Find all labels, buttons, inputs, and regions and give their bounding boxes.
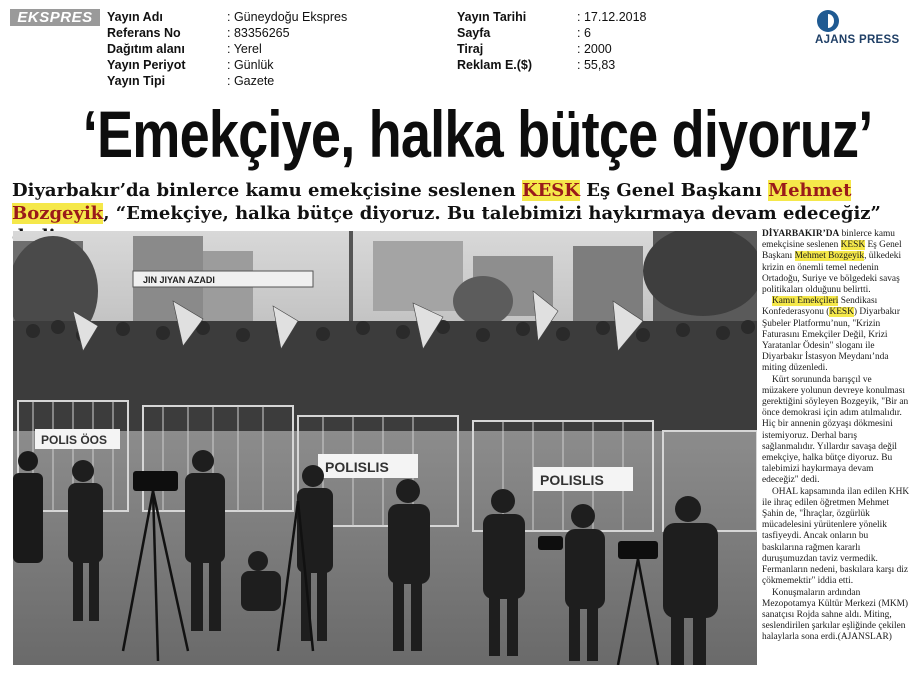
highlight-name: Mehmet Bozgeyik [794,251,865,262]
meta-label: Yayın Tarihi [457,10,527,24]
meta-row [107,73,347,89]
meta-row [457,57,647,73]
meta-value: : Yerel [227,42,262,56]
meta-label: Yayın Adı [107,10,163,24]
paragraph [762,229,910,296]
meta-value: : 55,83 [577,58,616,72]
text: binlerce kamu emekçisine seslenen [762,229,895,251]
text: , ülkedeki krizin en önemli temel nedenin Ortadoğu, Suriye ve bölgedeki savaş politikaları olduğunu belirtti. [762,251,902,296]
paragraph [762,296,910,374]
agency-name: AJANS PRESS [815,34,900,46]
globe-icon [817,10,839,32]
meta-value: : 17.12.2018 [577,10,647,24]
meta-left [107,9,347,89]
meta-label: Yayın Periyot [107,58,186,72]
highlight-kesk: KESK [840,240,866,251]
highlight-union: Kamu Emekçileri [772,296,839,307]
paragraph: Kürt sorununda barışçıl ve müzakere yolunun devreye konulması gerektiğini söyleyen Bozgeyik, "Bir an önce demokrasi için adım atılmalıdır. Hiç bir annenin gözyaşı dökmesini istemiyoruz. Derhal barış sağlanmalıdır. Yıllardır savaşa değil emekçiye, halka bütçe diyoruz. Bu talebimizi haykırmaya devam edeceğiz" dedi. [762,374,909,486]
police-sign-1: POLIS ÖOS [41,433,108,447]
highlight-name: Mehmet Bozgeyik [12,180,852,224]
news-photo [13,231,757,665]
police-sign-3: POLISLIS [540,472,604,488]
agency-logo [815,10,910,50]
meta-label: Tiraj [457,42,484,56]
meta-row [107,41,347,57]
banner-text: JIN JIYAN AZADI [143,275,215,285]
meta-row [107,9,347,25]
text: Sendikası Konfederasyonu ( [762,296,878,318]
meta-row [457,41,647,57]
meta-value: : 6 [577,26,591,40]
meta-label: Referans No [107,26,181,40]
meta-row [107,57,347,73]
subhead-text: , “Emekçiye, halka bütçe diyoruz. Bu talebimizi haykırmaya devam edeceğiz” [103,203,881,224]
paragraph: OHAL kapsamında ilan edilen KHK ile ihraç edilen öğretmen Mehmet Şahin de, "İhraçlar, özgürlük mücadelesini yürütenlere yönelik tasfiyeydi. Ancak onların bu baskılarına rağmen kararlı duruşumuzdan taviz vermedik. Fermanların nedeni, baskılara karşı diz çökmemektir" iddia etti. [762,486,910,587]
highlight-kesk: KESK [829,307,854,318]
dateline: DİYARBAKIR’DA [762,229,840,239]
text: Eş Genel Başkanı [762,240,902,262]
paragraph: Konuşmaların ardından Mezopotamya Kültür Merkezi (MKM) sanatçısı Rojda sahne aldı. Miting, seslendirilen şarkılar eşliğinde çekilen halaylarla sona erdi.(AJANSLAR) [762,587,909,643]
headline: ‘Emekçiye, halka bütçe diyoruz’ [82,97,873,171]
meta-row [457,25,647,41]
meta-label: Yayın Tipi [107,74,166,88]
highlight-kesk: KESK [521,180,580,201]
meta-label: Reklam E.($) [457,58,533,72]
publication-logo: EKSPRES [10,9,100,26]
meta-value: : 83356265 [227,26,290,40]
article-body [762,229,910,644]
rally-photo-illustration [13,231,757,665]
subhead-text: Diyarbakır’da binlerce kamu emekçisine seslenen [12,180,522,201]
meta-value: : 2000 [577,42,612,56]
police-sign-2: POLISLIS [325,459,389,475]
meta-value: : Güneydoğu Ekspres [227,10,348,24]
subhead-text: Eş Genel Başkanı [579,180,769,201]
meta-value: : Gazete [227,74,275,88]
meta-right [457,9,647,73]
meta-row [107,25,347,41]
text: ) Diyarbakır Şubeler Platformu’nun, "Krizin Faturasını Emekçiler Değil, Krizi Yaratanlar Ödesin" sloganı ile Diyarbakır İstasyon Meydanı’nda miting düzenledi. [762,307,900,374]
meta-row [457,9,647,25]
meta-label: Dağıtım alanı [107,42,185,56]
meta-value: : Günlük [227,58,274,72]
meta-label: Sayfa [457,26,491,40]
